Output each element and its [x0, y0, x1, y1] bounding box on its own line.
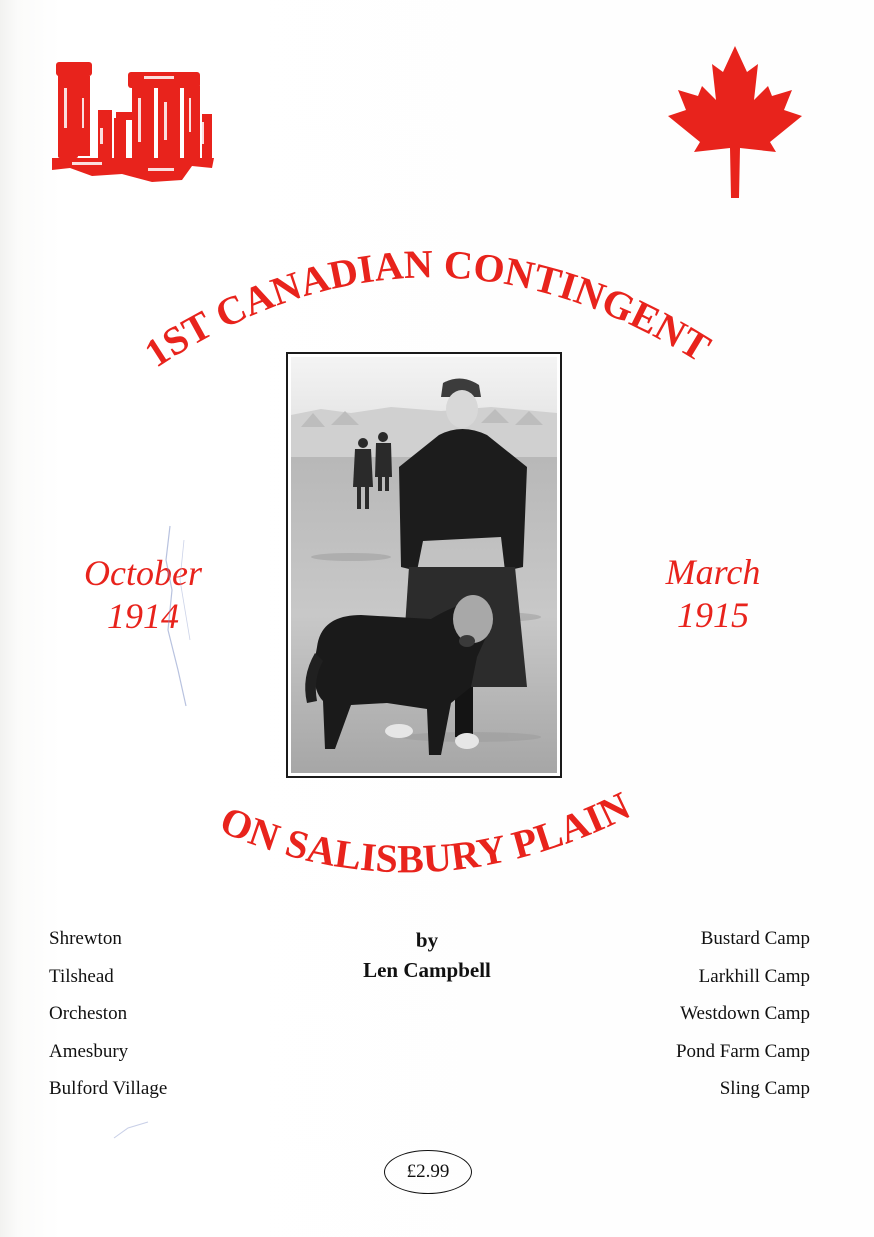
cover-photo-frame — [286, 352, 562, 778]
list-item: Orcheston — [49, 1003, 128, 1024]
date-end-month: March — [665, 552, 761, 592]
list-item: Amesbury — [49, 1040, 129, 1062]
list-item: Sling Camp — [719, 1078, 810, 1099]
list-item: Westdown Camp — [680, 1003, 810, 1024]
date-end — [632, 551, 794, 637]
list-item: Shrewton — [49, 928, 122, 949]
stonehenge-icon — [52, 58, 214, 184]
date-end-year: 1915 — [677, 595, 749, 635]
ink-mark — [112, 1118, 152, 1142]
list-item: Larkhill Camp — [698, 965, 810, 987]
date-start-month: October — [84, 553, 202, 593]
maple-leaf-icon — [664, 44, 806, 198]
author-block — [327, 925, 527, 985]
list-item: Bulford Village — [49, 1078, 168, 1099]
author-name: Len Campbell — [363, 958, 491, 982]
price-badge: £2.99 — [384, 1150, 472, 1194]
author-by: by — [415, 928, 439, 952]
list-item: Tilshead — [49, 965, 114, 987]
list-item: Pond Farm Camp — [675, 1040, 810, 1062]
title-top: 1ST CANADIAN CONTINGENT — [136, 241, 719, 376]
places-left-list — [49, 920, 167, 1108]
date-start-year: 1914 — [107, 596, 179, 636]
list-item: Bustard Camp — [700, 928, 810, 949]
title-bottom: ON SALISBURY PLAIN — [214, 782, 637, 882]
date-start — [62, 552, 224, 638]
cover-photo — [291, 357, 557, 773]
places-right-list — [676, 920, 810, 1108]
